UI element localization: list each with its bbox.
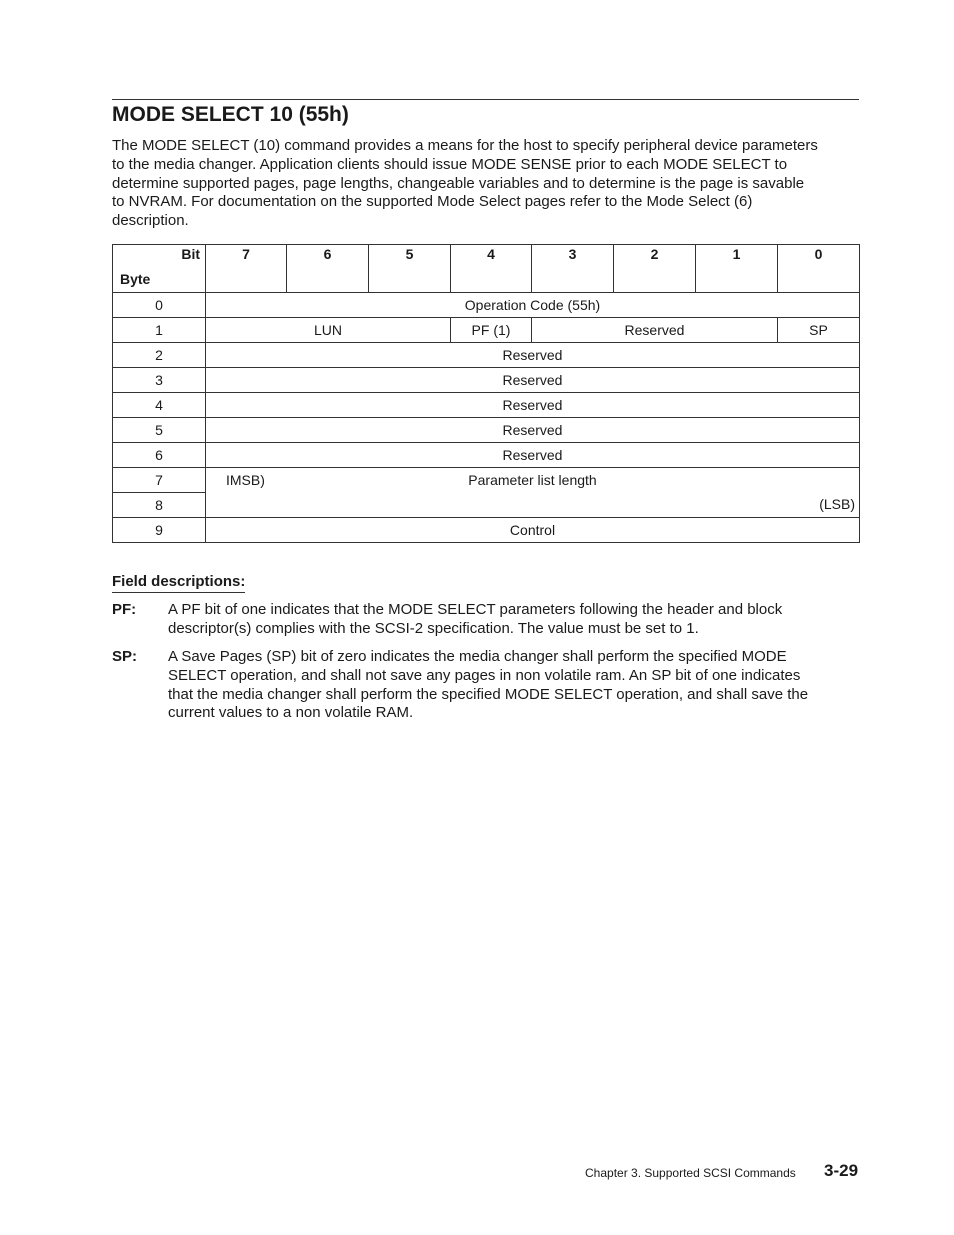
sp-term: SP: <box>112 648 138 665</box>
bit-header: 7 <box>206 245 287 293</box>
bit-header: 1 <box>696 245 778 293</box>
byte-label: Byte <box>120 271 151 287</box>
table-row <box>113 293 860 318</box>
field-cell: Reserved <box>206 443 860 468</box>
byte-number: 0 <box>113 293 206 318</box>
table-row <box>113 443 860 468</box>
reserved-cell: Reserved <box>532 318 778 343</box>
byte-number: 5 <box>113 418 206 443</box>
field-cell: Operation Code (55h) <box>206 293 860 318</box>
field-cell: Reserved <box>206 343 860 368</box>
pf-description-line: descriptor(s) complies with the SCSI-2 specification. The value must be set to 1. <box>168 619 699 637</box>
table-header-row <box>113 245 860 293</box>
table-row <box>113 468 860 493</box>
intro-line: The MODE SELECT (10) command provides a means for the host to specify peripheral device parameters <box>112 137 818 154</box>
bit-header: 3 <box>532 245 614 293</box>
pf-cell: PF (1) <box>451 318 532 343</box>
intro-line: to the media changer. Application clients should issue MODE SENSE prior to each MODE SELECT to <box>112 155 788 173</box>
intro-line: to NVRAM. For documentation on the supported Mode Select pages refer to the Mode Select (6) <box>112 193 753 211</box>
byte-number: 6 <box>113 443 206 468</box>
sp-description-line: that the media changer shall perform the specified MODE SELECT operation, and shall save the <box>168 685 809 703</box>
bit-byte-header <box>113 245 206 293</box>
field-cell: Reserved <box>206 368 860 393</box>
parameter-list-length-cell <box>206 468 860 518</box>
title-rule <box>112 99 859 100</box>
sp-description-line: SELECT operation, and shall not save any pages in non volatile ram. An SP bit of one indicates <box>168 666 801 684</box>
field-descriptions-heading: Field descriptions: <box>112 573 245 593</box>
bit-label: Bit <box>181 246 200 262</box>
field-cell: Control <box>206 518 860 543</box>
page-title: MODE SELECT 10 (55h) <box>112 103 349 126</box>
cdb-table <box>112 244 860 543</box>
bit-header: 4 <box>451 245 532 293</box>
parameter-list-length-label: Parameter list length <box>468 472 597 488</box>
byte-number: 3 <box>113 368 206 393</box>
bit-header: 0 <box>778 245 860 293</box>
byte-number: 8 <box>113 493 206 518</box>
table-row <box>113 343 860 368</box>
page-number: 3-29 <box>824 1161 859 1180</box>
table-row <box>113 368 860 393</box>
table-row <box>113 418 860 443</box>
pf-description-line: A PF bit of one indicates that the MODE SELECT parameters following the header and block <box>168 601 783 618</box>
table-row <box>113 518 860 543</box>
intro-line: description. <box>112 212 189 230</box>
bit-header: 5 <box>369 245 451 293</box>
byte-number: 2 <box>113 343 206 368</box>
msb-label: IMSB) <box>226 472 265 488</box>
table-row <box>113 318 860 343</box>
footer-chapter: Chapter 3. Supported SCSI Commands <box>585 1166 796 1180</box>
bit-header: 2 <box>614 245 696 293</box>
field-cell: Reserved <box>206 393 860 418</box>
sp-description-line: current values to a non volatile RAM. <box>168 704 414 722</box>
pf-description <box>168 601 782 639</box>
byte-number: 4 <box>113 393 206 418</box>
bit-header: 6 <box>287 245 369 293</box>
byte-number: 9 <box>113 518 206 543</box>
byte-number: 7 <box>113 468 206 493</box>
byte-number: 1 <box>113 318 206 343</box>
lsb-label: (LSB) <box>819 496 855 512</box>
sp-cell: SP <box>778 318 860 343</box>
sp-description <box>168 648 808 723</box>
intro-line: determine supported pages, page lengths, changeable variables and to determine is the page is savable <box>112 174 805 192</box>
sp-description-line: A Save Pages (SP) bit of zero indicates the media changer shall perform the specified MODE <box>168 648 787 665</box>
field-cell: Reserved <box>206 418 860 443</box>
intro-paragraph <box>112 137 862 231</box>
pf-term: PF: <box>112 601 137 618</box>
table-row <box>113 393 860 418</box>
lun-cell: LUN <box>206 318 451 343</box>
